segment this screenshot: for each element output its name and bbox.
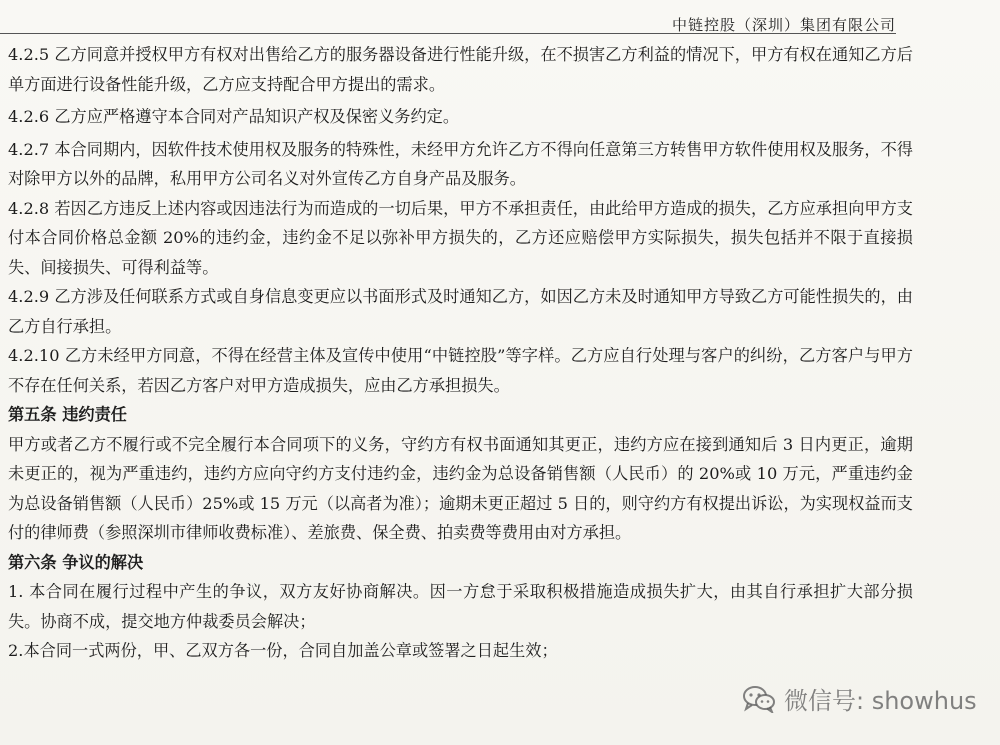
clause-4-2-9: 4.2.9 乙方涉及任何联系方式或自身信息变更应以书面形式及时通知乙方，如因乙方未及时通知甲方导致乙方可能性损失的，由乙方自行承担。 [8, 287, 913, 336]
watermark-text: 微信号: showhus [784, 687, 977, 715]
article-6-item-2: 2.本合同一式两份，甲、乙双方各一份，合同自加盖公章或签署之日起生效； [8, 641, 558, 660]
company-header: 中链控股（深圳）集团有限公司 [671, 16, 896, 34]
article-5-title: 第五条 违约责任 [8, 405, 127, 424]
clause-4-2-5: 4.2.5 乙方同意并授权甲方有权对出售给乙方的服务器设备进行性能升级，在不损害乙方利益的情况下，甲方有权在通知乙方后单方面进行设备性能升级，乙方应支持配合甲方提出的需求。 [8, 45, 913, 94]
header-rule [0, 33, 896, 34]
article-6-title: 第六条 争议的解决 [8, 552, 144, 572]
wechat-watermark [742, 681, 977, 716]
clause-4-2-8: 4.2.8 若因乙方违反上述内容或因违法行为而造成的一切后果，甲方不承担责任，由此给甲方造成的损失，乙方应承担向甲方支付本合同价格总金额 20%的违约金，违约金不足以弥补甲方损失的，乙方还应赔偿甲方实际损失，损失包括并不限于直接损失、间接损失、可得利益等。 [8, 198, 913, 277]
clause-4-2-10: 4.2.10 乙方未经甲方同意，不得在经营主体及宣传中使用“中链控股”等字样。乙方应自行处理与客户的纠纷，乙方客户与甲方不存在任何关系，若因乙方客户对甲方造成损失，应由乙方承担损失。 [8, 346, 913, 395]
article-6-item-1: 1. 本合同在履行过程中产生的争议，双方友好协商解决。因一方怠于采取积极措施造成损失扩大，由其自行承担扩大部分损失。协商不成，提交地方仲裁委员会解决； [8, 582, 913, 631]
clause-4-2-7: 4.2.7 本合同期内，因软件技术使用权及服务的特殊性，未经甲方允许乙方不得向任意第三方转售甲方软件使用权及服务，不得对除甲方以外的品牌，私用甲方公司名义对外宣传乙方自身产品及服务。 [8, 139, 913, 188]
contract-body [8, 40, 913, 666]
wechat-icon [742, 685, 776, 713]
article-5-body: 甲方或者乙方不履行或不完全履行本合同项下的义务，守约方有权书面通知其更正，违约方应在接到通知后 3 日内更正，逾期未更正的，视为严重违约，违约方应向守约方支付违约金，违约金为总设备销售额（人民币）的 20%或 10 万元，严重违约金为总设备销售额（人民币）25%或 15 万元（以高者为准）；逾期未更正超过 5 日的，则守约方有权提出诉讼，为实现权益而支付的律师费（参照深圳市律师收费标准）、差旅费、保全费、拍卖费等费用由对方承担。 [8, 434, 913, 542]
clause-4-2-6: 4.2.6 乙方应严格遵守本合同对产品知识产权及保密义务约定。 [8, 107, 460, 126]
